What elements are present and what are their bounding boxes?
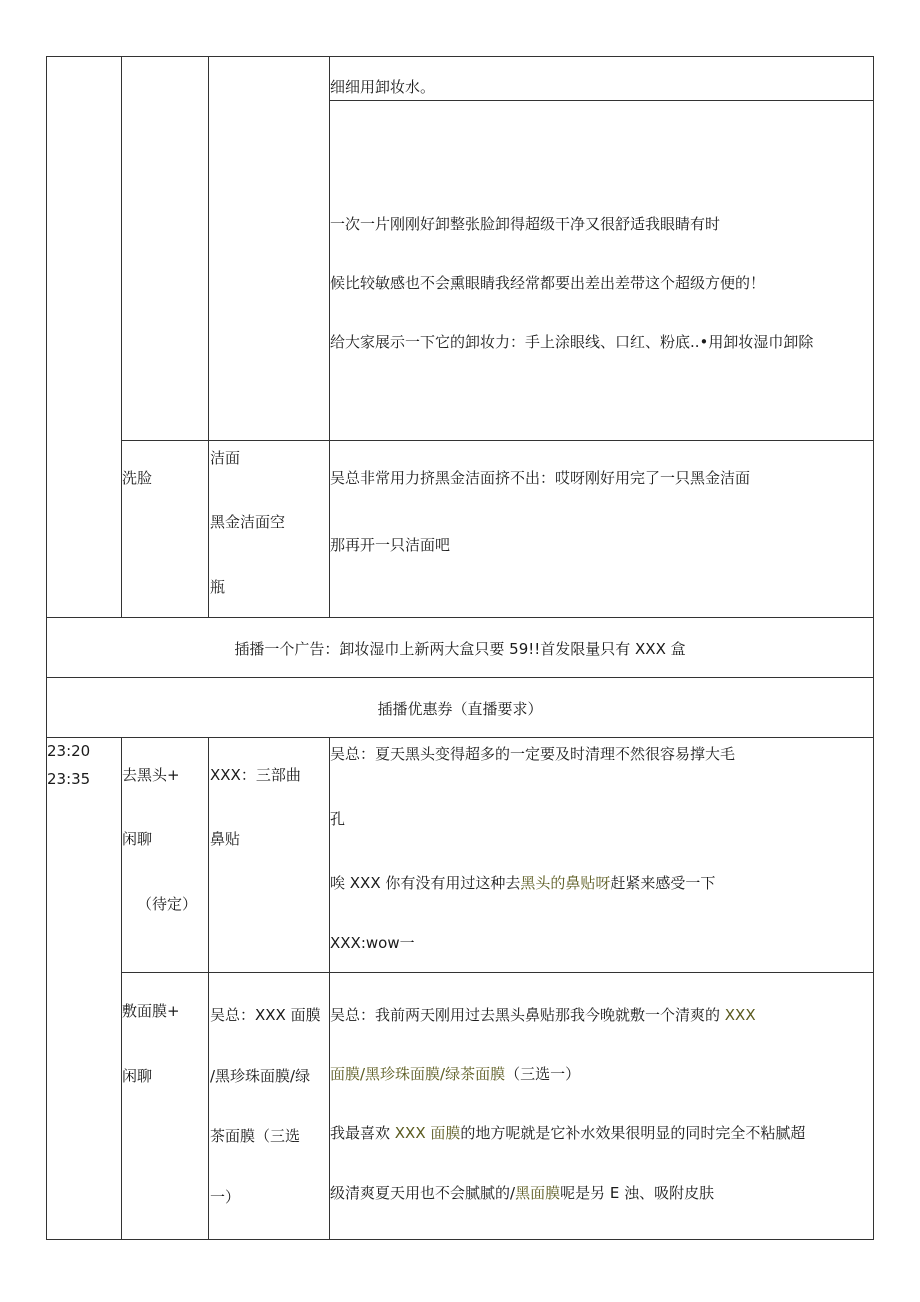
highlighted-text: 黑面膜 <box>515 1184 561 1202</box>
script-text: 吴总：我前两天刚用过去黑头鼻贴那我今晚就敷一个清爽的 <box>330 1006 725 1024</box>
row-divider <box>329 100 874 101</box>
script-text: 级清爽夏天用也不会腻腻的/ <box>330 1184 516 1202</box>
script-line: 一次一片刚刚好卸整张脸卸得超级干净又很舒适我眼睛有时 <box>330 215 721 233</box>
script-line <box>330 1005 756 1025</box>
product-label: 吴总：XXX 面膜 <box>210 1006 321 1024</box>
time-start: 23:20 <box>47 742 91 760</box>
highlighted-text: 面膜/黑珍珠面膜/绿茶面膜 <box>330 1065 506 1083</box>
highlighted-text: 黑头的鼻贴呀 <box>520 874 611 892</box>
row-divider <box>46 737 874 738</box>
script-text: （三选一） <box>505 1065 581 1083</box>
script-line: 那再开一只洁面吧 <box>330 536 451 554</box>
highlighted-text: XXX 面膜 <box>394 1124 461 1142</box>
script-line <box>330 1183 714 1203</box>
script-line: 吴总非常用力挤黑金洁面挤不出：哎呀刚好用完了一只黑金洁面 <box>330 469 751 487</box>
highlighted-text: XXX <box>724 1006 756 1024</box>
product-label: 一） <box>210 1188 241 1206</box>
script-line: XXX:wow一 <box>330 934 415 952</box>
script-text: 唉 XXX 你有没有用过这种去 <box>330 874 521 892</box>
script-text: 的地方呢就是它补水效果很明显的同时完全不粘腻超 <box>460 1124 806 1142</box>
step-label: 去黑头+ <box>122 766 180 784</box>
row-divider <box>121 440 874 441</box>
script-line: 孔 <box>330 810 346 828</box>
step-label: （待定） <box>137 895 198 913</box>
step-label: 洗脸 <box>122 469 153 487</box>
script-text: 我最喜欢 <box>330 1124 395 1142</box>
script-line <box>330 1064 580 1084</box>
row-divider <box>46 617 874 618</box>
step-label: 敷面膜+ <box>122 1002 180 1020</box>
column-divider <box>121 737 122 1240</box>
step-label: 闲聊 <box>122 830 153 848</box>
script-line: 候比较敏感也不会熏眼睛我经常都要出差出差带这个超级方便的！ <box>330 274 766 292</box>
script-text: 呢是另 E 浊、吸附皮肤 <box>560 1184 715 1202</box>
product-label: 茶面膜（三选 <box>210 1127 301 1145</box>
time-end: 23:35 <box>47 770 91 788</box>
insert-coupon-row: 插播优惠券（直播要求） <box>377 700 543 718</box>
product-label: XXX：三部曲 <box>210 766 301 784</box>
script-text: 赶紧来感受一下 <box>610 874 716 892</box>
product-label: 黑金洁面空 <box>210 513 286 531</box>
column-divider <box>208 737 209 1240</box>
product-label: /黑珍珠面膜/绿 <box>210 1067 311 1085</box>
column-divider <box>121 56 122 618</box>
table-border-top <box>46 56 874 57</box>
product-label: 瓶 <box>210 578 226 596</box>
script-line: 吴总：夏天黑头变得超多的一定要及时清理不然很容易撑大毛 <box>330 745 736 763</box>
product-label: 洁面 <box>210 449 241 467</box>
insert-ad-row: 插播一个广告：卸妆湿巾上新两大盒只要 59!!首发限量只有 XXX 盒 <box>234 640 686 658</box>
column-divider <box>208 56 209 618</box>
script-line <box>330 873 715 893</box>
script-line: 细细用卸妆水。 <box>330 78 436 96</box>
step-label: 闲聊 <box>122 1067 153 1085</box>
row-divider <box>46 677 874 678</box>
table-border-bottom <box>46 1239 874 1240</box>
script-line <box>330 1123 805 1143</box>
product-label: 鼻贴 <box>210 830 241 848</box>
row-divider <box>121 972 874 973</box>
script-line: 给大家展示一下它的卸妆力：手上涂眼线、口红、粉底..•用卸妆湿巾卸除 <box>330 333 814 351</box>
